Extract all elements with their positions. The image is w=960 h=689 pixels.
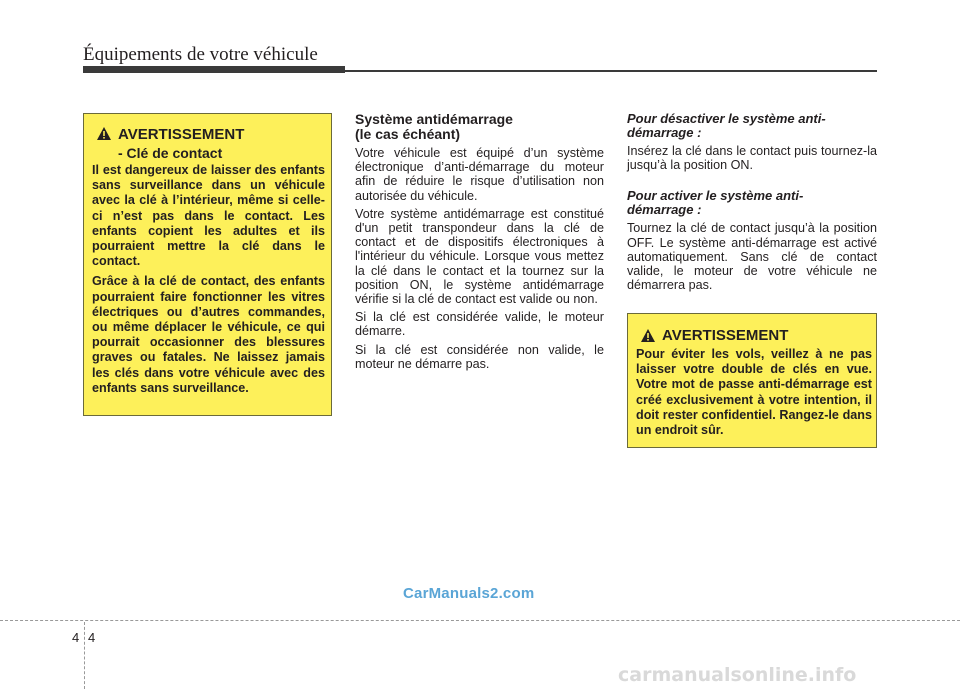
warning-paragraph: Il est dangereux de laisser des enfants sans surveillance dans un véhicule avec la clé à l’intérieur, même si celle-ci n’est pas dans le contact. Les enfants copient les adultes et ils pourraient mettre la clé dans le contact. [92,163,325,269]
warning-triangle-icon [640,328,656,343]
bottom-watermark: carmanualsonline.info [618,664,857,686]
warning-box-theft [627,313,877,448]
warning-title: AVERTISSEMENT [662,327,789,344]
body-paragraph: Votre système antidémarrage est constitué d'un petit transpondeur dans la clé de contact et de dispositifs électroniques à l'intérieur du véhicule. Lorsque vous mettez la clé dans le contact et la tournez sur la position ON, le système antidémarrage vérifie si la clé de contact est valide ou non. [355,206,604,307]
section-heading: Système antidémarrage (le cas échéant) [355,111,513,142]
body-paragraph: Tournez la clé de contact jusqu’à la position OFF. Le système anti-démarrage est activé automatiquement. Sans clé de contact valide, le moteur de votre véhicule ne démarrera pas. [627,221,877,293]
body-paragraph: Si la clé est considérée non valide, le moteur ne démarre pas. [355,342,604,371]
body-paragraph: Insérez la clé dans le contact puis tournez-la jusqu’à la position ON. [627,144,877,173]
header-rule-thin [345,70,877,72]
body-paragraph: Si la clé est considérée valide, le moteur démarre. [355,310,604,339]
warning-subtitle: - Clé de contact [118,145,223,161]
warning-body [636,347,872,438]
page-number: 4 [88,630,96,645]
warning-box-key [83,113,332,416]
footer-vertical-divider [84,622,85,689]
body-paragraph: Votre véhicule est équipé d’un système électronique d’anti-démarrage du moteur afin de réduire le risque d’utilisation non autorisée du véhicule. [355,146,604,203]
warning-triangle-icon [96,126,112,141]
warning-paragraph: Grâce à la clé de contact, des enfants pourraient faire fonctionner les vitres électriques ou d’autres commandes, ou même déplacer le véhicule, ce qui pourrait occasionner des blessures graves ou fatales. Ne laissez jamais les clés dans votre véhicule avec des enfants sans surveillance. [92,274,325,395]
warning-title: AVERTISSEMENT [118,126,245,143]
immobilizer-instructions [627,112,877,292]
warning-paragraph: Pour éviter les vols, veillez à ne pas laisser votre double de clés en vue. Votre mot de passe anti-démarrage est créé exclusivement à votre intention, il doit rester confidentiel. Rangez-le dans un endroit sûr. [636,347,872,438]
subheading-deactivate: Pour désactiver le système anti- démarrage : [627,111,826,140]
header-rule-thick [83,66,345,73]
watermark-link[interactable]: CarManuals2.com [403,585,535,602]
section-title: Équipements de votre véhicule [83,44,318,65]
footer-divider [0,620,960,621]
page-number-chapter: 4 [72,630,80,645]
subheading-activate: Pour activer le système anti- démarrage : [627,188,804,218]
warning-body [92,163,325,396]
immobilizer-section [355,112,604,371]
